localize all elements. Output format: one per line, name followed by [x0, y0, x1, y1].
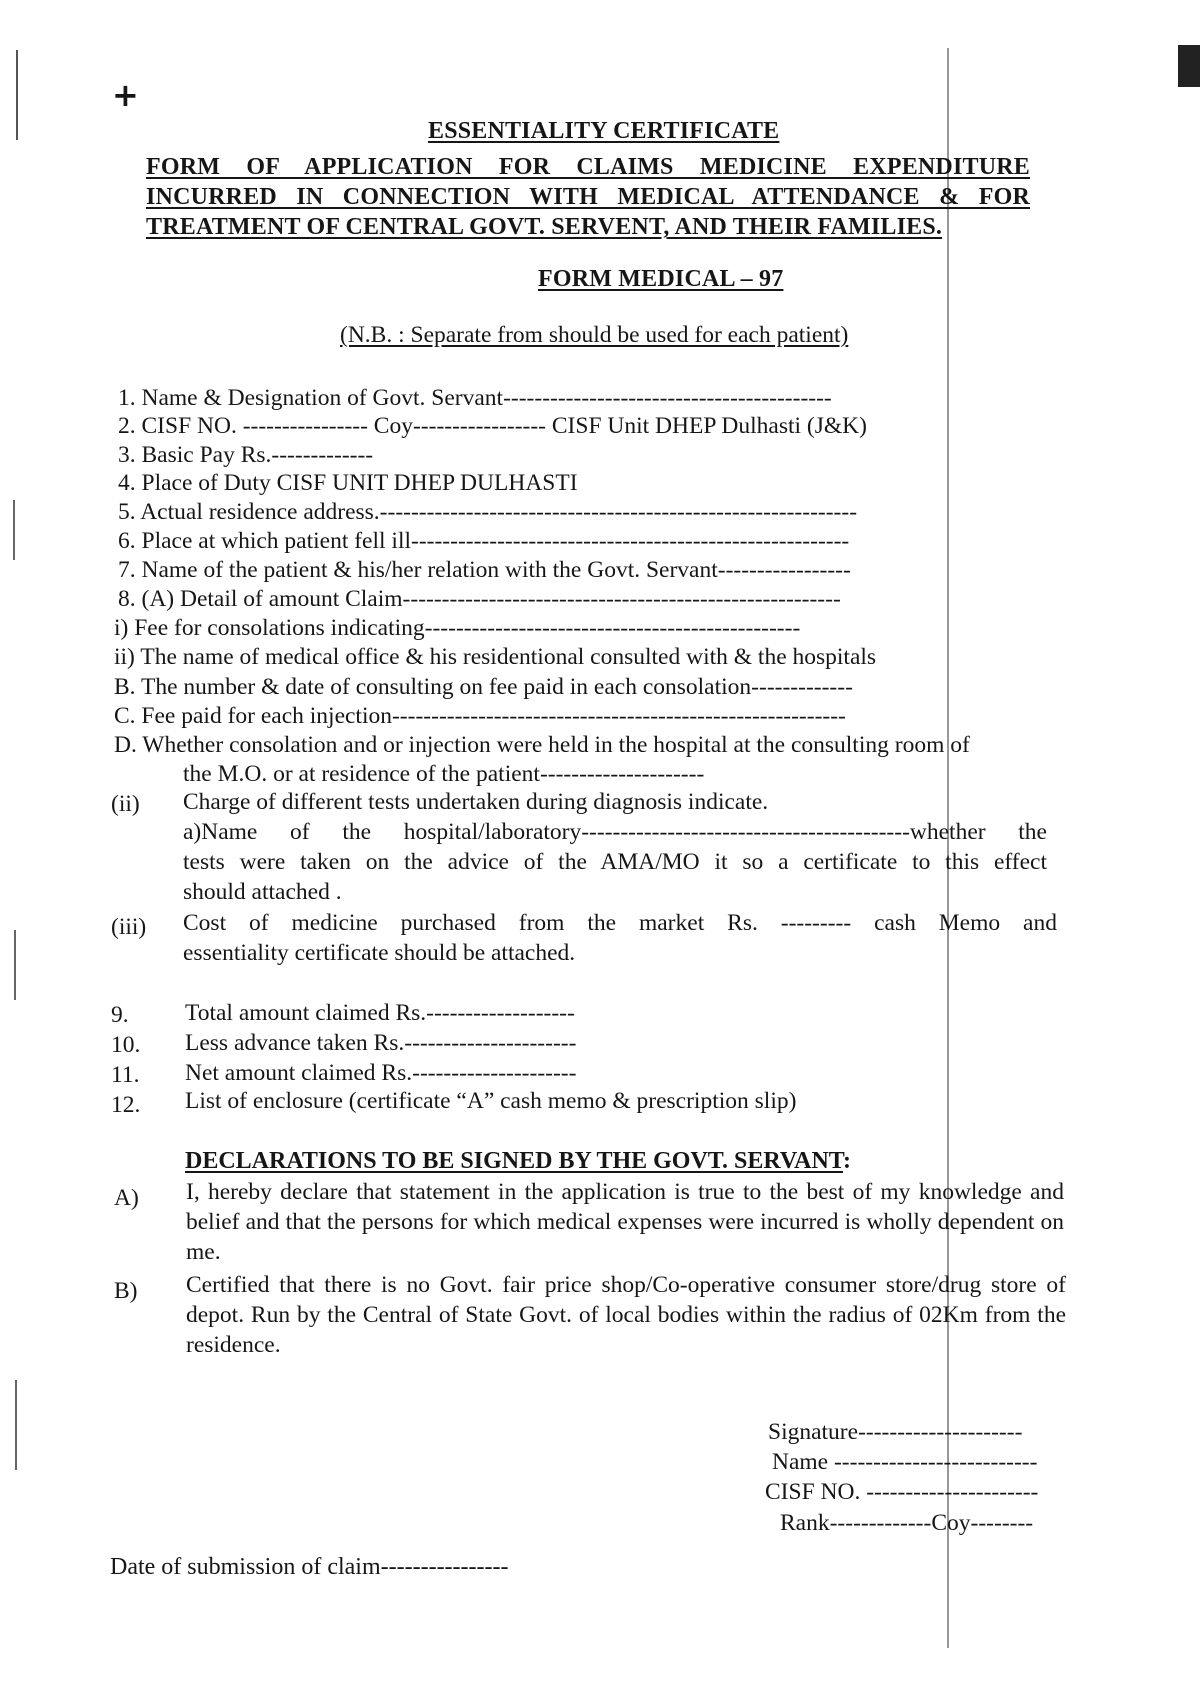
- form-subtitle-line-2: INCURRED IN CONNECTION WITH MEDICAL ATTENDANCE & FOR: [146, 184, 1030, 210]
- item-ii-line-2: a)Name of the hospital/laboratory------------------------------------------whether the: [183, 819, 1047, 845]
- field-consultation-location-cont: the M.O. or at residence of the patient---------------------: [183, 761, 705, 787]
- field-injection-fee: C. Fee paid for each injection----------------------------------------------------------: [114, 703, 846, 729]
- scan-edge-mark: [1178, 45, 1200, 87]
- item-iii-line-1: Cost of medicine purchased from the market Rs. --------- cash Memo and: [183, 910, 1057, 936]
- total-item-number: 12.: [111, 1092, 141, 1118]
- enclosure-list: List of enclosure (certificate “A” cash memo & prescription slip): [185, 1088, 797, 1114]
- document-title: ESSENTIALITY CERTIFICATE: [428, 118, 780, 144]
- total-amount-claimed: Total amount claimed Rs.-------------------: [185, 1000, 575, 1026]
- item-ii-number: (ii): [111, 791, 140, 817]
- signature-name-field: Name --------------------------: [772, 1449, 1038, 1475]
- signature-cisf-no-field: CISF NO. ----------------------: [765, 1479, 1039, 1505]
- item-ii-line-3: tests were taken on the advice of the AMA/MO it so a certificate to this effect: [183, 849, 1047, 875]
- total-item-number: 10.: [111, 1032, 141, 1058]
- signature-field: Signature---------------------: [768, 1419, 1023, 1445]
- item-ii-line-1: Charge of different tests undertaken during diagnosis indicate.: [183, 789, 769, 815]
- field-medical-office: ii) The name of medical office & his residentional consulted with & the hospitals: [114, 644, 877, 670]
- scan-left-mark: [16, 50, 18, 140]
- declarations-heading: [185, 1148, 851, 1175]
- field-residence-address: 5. Actual residence address.-------------------------------------------------------------: [118, 499, 858, 525]
- field-consultation-location: D. Whether consolation and or injection were held in the hospital at the consulting room of: [114, 732, 970, 758]
- declaration-a-label: A): [114, 1185, 139, 1211]
- scan-left-mark: [15, 1380, 17, 1470]
- form-number: FORM MEDICAL – 97: [538, 266, 784, 292]
- item-iii-number: (iii): [111, 914, 147, 940]
- plus-mark: +: [112, 76, 139, 114]
- field-patient-relation: 7. Name of the patient & his/her relation with the Govt. Servant-----------------: [118, 557, 851, 583]
- form-subtitle-line-3: TREATMENT OF CENTRAL GOVT. SERVENT, AND THEIR FAMILIES.: [146, 214, 943, 240]
- item-ii-line-4: should attached .: [183, 879, 342, 905]
- declarations-heading-text: DECLARATIONS TO BE SIGNED BY THE GOVT. SERVANT: [185, 1148, 844, 1174]
- form-subtitle-line-1: FORM OF APPLICATION FOR CLAIMS MEDICINE EXPENDITURE: [146, 154, 1030, 180]
- field-name-designation: 1. Name & Designation of Govt. Servant------------------------------------------: [118, 385, 832, 411]
- field-consulting-number-date: B. The number & date of consulting on fee paid in each consolation-------------: [114, 674, 853, 700]
- signature-rank-coy-field: Rank-------------Coy--------: [780, 1510, 1034, 1536]
- field-amount-claim: 8. (A) Detail of amount Claim--------------------------------------------------------: [118, 586, 841, 612]
- total-item-number: 9.: [111, 1002, 129, 1028]
- declarations-heading-colon: :: [843, 1148, 852, 1174]
- field-consultation-fee: i) Fee for consolations indicating------------------------------------------------: [114, 615, 801, 641]
- declaration-b-text: Certified that there is no Govt. fair price shop/Co-operative consumer store/drug store of depot. Run by the Central of State Govt. of local bodies within the radius of 02Km from the residence.: [186, 1272, 1066, 1358]
- date-of-submission-field: Date of submission of claim----------------: [110, 1554, 509, 1580]
- form-note: (N.B. : Separate from should be used for each patient): [340, 322, 849, 348]
- net-amount-claimed: Net amount claimed Rs.---------------------: [185, 1060, 577, 1086]
- declaration-b-label: B): [114, 1278, 138, 1304]
- field-place-of-duty: 4. Place of Duty CISF UNIT DHEP DULHASTI: [118, 470, 578, 496]
- declaration-a-text: I, hereby declare that statement in the application is true to the best of my knowledge and belief and that the persons for which medical expenses were incurred is wholly dependent on me.: [186, 1179, 1064, 1265]
- advance-taken: Less advance taken Rs.----------------------: [185, 1030, 577, 1056]
- scan-left-mark: [13, 500, 15, 560]
- field-cisf-no: 2. CISF NO. ---------------- Coy----------------- CISF Unit DHEP Dulhasti (J&K): [118, 413, 867, 439]
- total-item-number: 11.: [111, 1062, 140, 1088]
- field-basic-pay: 3. Basic Pay Rs.-------------: [118, 442, 374, 468]
- scan-left-mark: [14, 930, 16, 1000]
- field-place-fell-ill: 6. Place at which patient fell ill--------------------------------------------------------: [118, 528, 850, 554]
- item-iii-line-2: essentiality certificate should be attached.: [183, 940, 576, 966]
